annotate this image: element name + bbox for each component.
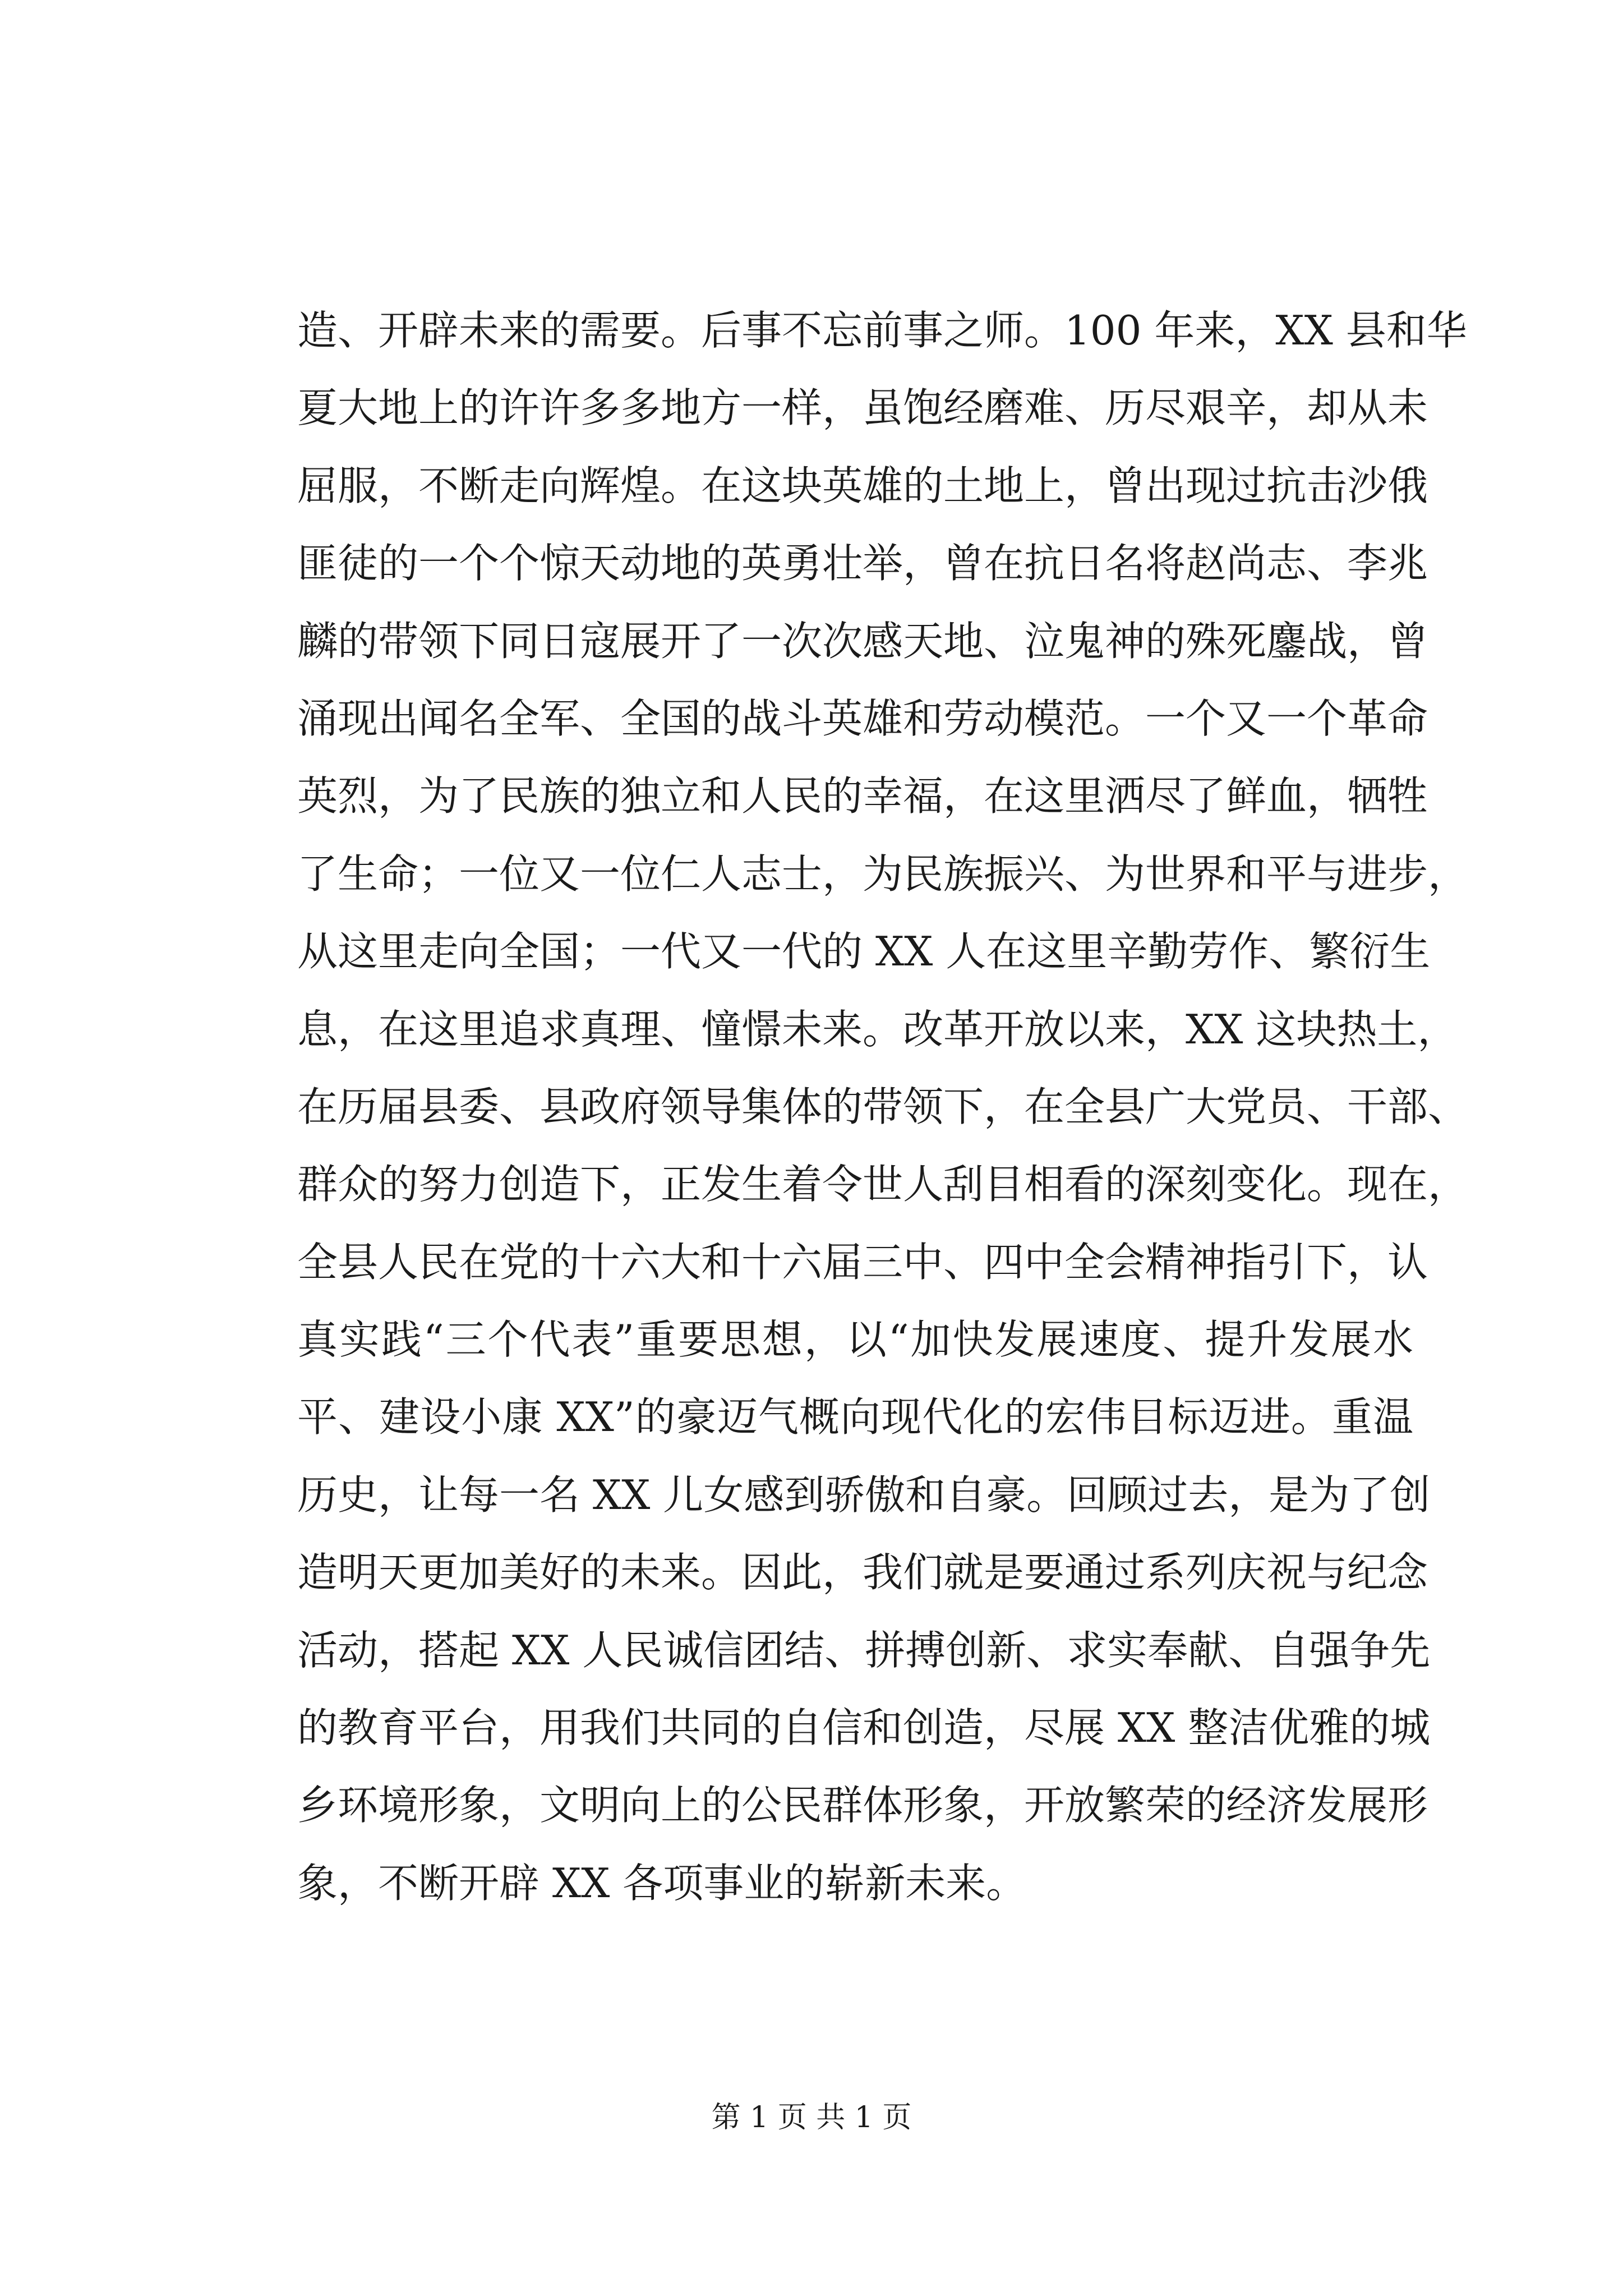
text-line: 了生命；一位又一位仁人志士，为民族振兴、为世界和平与进步， [297, 850, 1469, 898]
text-line: 息，在这里追求真理、憧憬未来。改革开放以来，XX 这块热土， [297, 1005, 1458, 1053]
text-line: 全县人民在党的十六大和十六届三中、四中全会精神指引下，认 [297, 1238, 1428, 1286]
text-line: 麟的带领下同日寇展开了一次次感天地、泣鬼神的殊死鏖战，曾 [297, 617, 1428, 665]
text-line: 屈服，不断走向辉煌。在这块英雄的土地上，曾出现过抗击沙俄 [297, 462, 1428, 509]
body-paragraph [297, 292, 1469, 1922]
text-line: 匪徒的一个个惊天动地的英勇壮举，曾在抗日名将赵尚志、李兆 [297, 540, 1428, 587]
text-line: 造明天更加美好的未来。因此，我们就是要通过系列庆祝与纪念 [297, 1549, 1428, 1596]
text-line: 群众的努力创造下，正发生着令世人刮目相看的深刻变化。现在， [297, 1161, 1469, 1208]
text-line: 涌现出闻名全军、全国的战斗英雄和劳动模范。一个又一个革命 [297, 694, 1428, 742]
text-line: 夏大地上的许许多多地方一样，虽饱经磨难、历尽艰辛，却从未 [297, 384, 1428, 432]
text-line: 真实践“三个代表”重要思想，以“加快发展速度、提升发展水 [297, 1316, 1413, 1364]
text-line: 在历届县委、县政府领导集体的带领下，在全县广大党员、干部、 [297, 1083, 1469, 1130]
text-line: 乡环境形象，文明向上的公民群体形象，开放繁荣的经济发展形 [297, 1782, 1428, 1829]
text-line: 造、开辟未来的需要。后事不忘前事之师。100 年来，XX 县和华 [297, 307, 1467, 354]
page-footer [0, 2098, 1623, 2137]
text-line: 英烈，为了民族的独立和人民的幸福，在这里洒尽了鲜血，牺牲 [297, 772, 1428, 820]
text-line: 象，不断开辟 XX 各项事业的崭新未来。 [297, 1859, 1027, 1907]
text-line: 活动，搭起 XX 人民诚信团结、拼搏创新、求实奉献、自强争先 [297, 1626, 1431, 1674]
text-line: 的教育平台，用我们共同的自信和创造，尽展 XX 整洁优雅的城 [297, 1704, 1431, 1752]
page-indicator: 第 1 页 共 1 页 [711, 2101, 912, 2134]
text-line: 历史，让每一名 XX 儿女感到骄傲和自豪。回顾过去，是为了创 [297, 1471, 1431, 1519]
text-line: 平、建设小康 XX”的豪迈气概向现代化的宏伟目标迈进。重温 [297, 1393, 1413, 1441]
text-line: 从这里走向全国；一代又一代的 XX 人在这里辛勤劳作、繁衍生 [297, 928, 1431, 976]
